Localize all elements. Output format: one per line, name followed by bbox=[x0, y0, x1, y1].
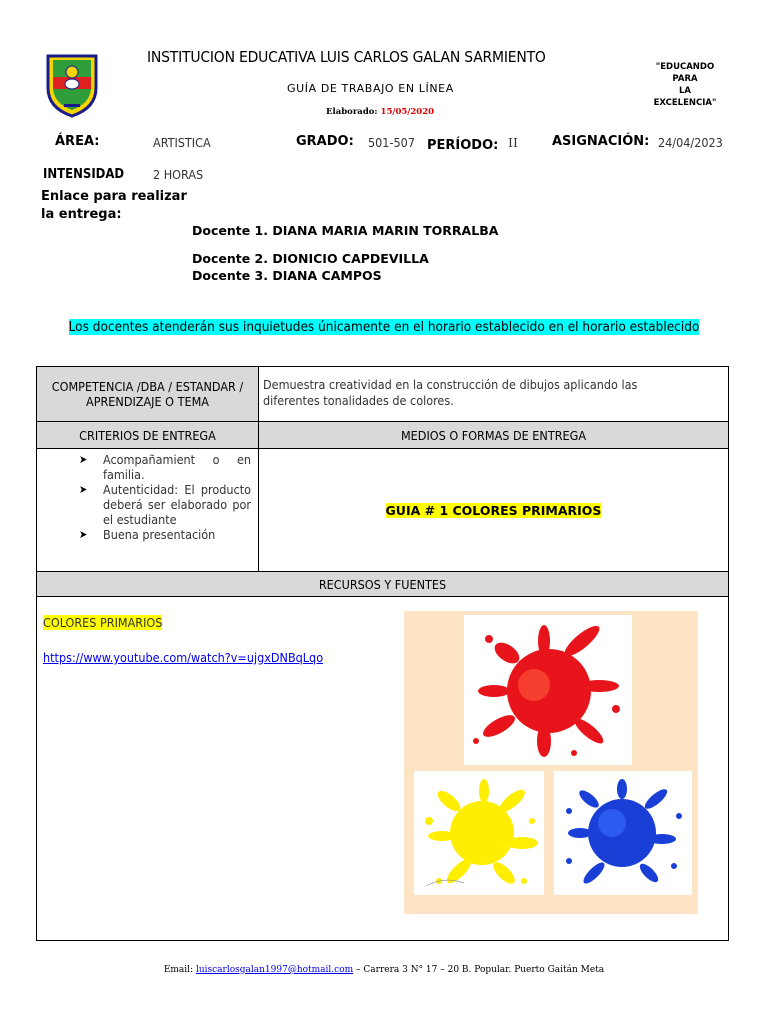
competence-text: Demuestra creatividad en la construcción de dibujos aplicando las diferentes tonalidades de colores. bbox=[263, 377, 638, 408]
intensity-label: INTENSIDAD bbox=[43, 167, 125, 182]
list-item: ➤ Autenticidad: El producto deberá ser elaborado por el estudiante bbox=[79, 482, 251, 527]
footer-address: – Carrera 3 N° 17 – 20 B. Popular. Puerto Gaitán Meta bbox=[353, 965, 605, 975]
period-value: II bbox=[508, 135, 518, 150]
competence-header-cell bbox=[37, 367, 258, 421]
assignment-label: ASIGNACIÓN: bbox=[552, 134, 650, 149]
media-header-cell bbox=[259, 422, 728, 448]
resource-title: COLORES PRIMARIOS bbox=[43, 615, 163, 630]
elaborated-date-value: 15/05/2020 bbox=[380, 107, 435, 117]
period-label: PERÍODO: bbox=[427, 138, 499, 153]
motto-line: EXCELENCIA" bbox=[653, 98, 717, 108]
footer-email-label: Email: bbox=[163, 965, 196, 975]
guide-title: GUÍA DE TRABAJO EN LÍNEA bbox=[287, 82, 454, 95]
area-value: ARTISTICA bbox=[153, 135, 211, 150]
teacher-2: Docente 2. DIONICIO CAPDEVILLA bbox=[192, 251, 429, 266]
criteria-header-cell bbox=[37, 422, 258, 448]
motto-line: "EDUCANDO bbox=[655, 62, 715, 72]
resource-link[interactable]: https://www.youtube.com/watch?v=ujgxDNBqLqo bbox=[43, 650, 324, 665]
motto-line: PARA bbox=[672, 74, 698, 84]
arrow-bullet-icon: ➤ bbox=[79, 528, 88, 541]
intensity-value: 2 HORAS bbox=[153, 167, 204, 182]
resources-header-cell bbox=[37, 572, 728, 596]
area-label: ÁREA: bbox=[55, 134, 100, 149]
teacher-1: Docente 1. DIANA MARIA MARIN TORRALBA bbox=[192, 223, 499, 238]
notice-text: Los docentes atenderán sus inquietudes únicamente en el horario establecido en el horario establecido bbox=[68, 319, 700, 335]
media-header: MEDIOS O FORMAS DE ENTREGA bbox=[400, 427, 587, 443]
primary-colors-image bbox=[404, 611, 698, 914]
list-item: ➤ Acompañamient o en familia. bbox=[79, 452, 251, 482]
school-crest-logo bbox=[44, 52, 100, 118]
institution-name: INSTITUCION EDUCATIVA LUIS CARLOS GALAN SARMIENTO bbox=[147, 48, 546, 66]
guide-name: GUIA # 1 COLORES PRIMARIOS bbox=[385, 502, 602, 518]
arrow-bullet-icon: ➤ bbox=[79, 483, 88, 496]
attention-notice bbox=[40, 319, 728, 336]
elaborated-label: Elaborado: bbox=[326, 107, 381, 117]
grade-value: 501-507 bbox=[368, 135, 415, 150]
elaborated-date bbox=[326, 107, 434, 117]
guide-name-cell bbox=[259, 449, 728, 571]
guide-table bbox=[36, 366, 729, 941]
competence-header: COMPETENCIA /DBA / ESTANDAR / APRENDIZAJE O TEMA bbox=[51, 379, 244, 409]
footer bbox=[0, 965, 768, 975]
grade-label: GRADO: bbox=[296, 134, 354, 149]
list-item: ➤ Buena presentación bbox=[79, 527, 216, 542]
resources-header: RECURSOS Y FUENTES bbox=[318, 576, 447, 592]
criteria-list bbox=[45, 452, 259, 542]
delivery-link-label: Enlace para realizar la entrega: bbox=[41, 189, 187, 222]
criteria-header: CRITERIOS DE ENTREGA bbox=[79, 427, 216, 443]
footer-email-link[interactable]: luiscarlosgalan1997@hotmail.com bbox=[195, 965, 354, 975]
school-motto bbox=[640, 61, 730, 109]
assignment-value: 24/04/2023 bbox=[658, 135, 723, 150]
teacher-3: Docente 3. DIANA CAMPOS bbox=[192, 268, 382, 283]
motto-line: LA bbox=[679, 86, 691, 96]
arrow-bullet-icon: ➤ bbox=[79, 453, 88, 466]
